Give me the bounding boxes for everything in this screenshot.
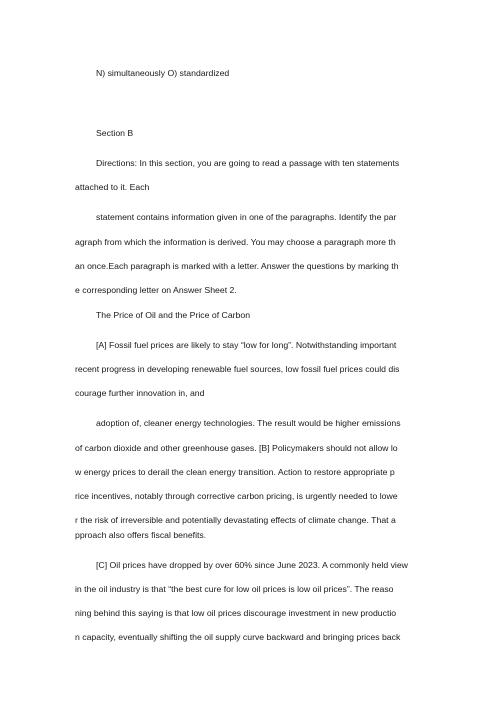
directions-line-4: agraph from which the information is derived. You may choose a paragraph more th [75, 237, 396, 247]
directions-line-6: e corresponding letter on Answer Sheet 2. [75, 285, 237, 295]
paragraph-c-line-2: in the oil industry is that “the best cure for low oil prices is low oil prices”. The reaso [75, 584, 394, 594]
paragraph-a-line-8: r the risk of irreversible and potentially devastating effects of climate change. That a [75, 515, 396, 525]
paragraph-a-line-9: pproach also offers fiscal benefits. [75, 530, 207, 540]
paragraph-a-line-7: rice incentives, notably through corrective carbon pricing, is urgently needed to lowe [75, 491, 398, 501]
paragraph-c-line-1: [C] Oil prices have dropped by over 60% since June 2023. A commonly held view [96, 560, 408, 570]
passage-title: The Price of Oil and the Price of Carbon [96, 310, 251, 320]
directions-line-1: Directions: In this section, you are going to read a passage with ten statements [96, 158, 400, 168]
section-heading: Section B [96, 128, 134, 138]
option-line: N) simultaneously O) standardized [96, 68, 230, 78]
directions-line-2: attached to it. Each [75, 182, 150, 192]
paragraph-a-line-4: adoption of, cleaner energy technologies. The result would be higher emissions [96, 418, 401, 428]
directions-line-5: an once.Each paragraph is marked with a letter. Answer the questions by marking th [75, 261, 399, 271]
paragraph-a-line-3: courage further innovation in, and [75, 388, 205, 398]
paragraph-a-line-5: of carbon dioxide and other greenhouse gases. [B] Policymakers should not allow lo [75, 443, 398, 453]
paragraph-c-line-4: n capacity, eventually shifting the oil supply curve backward and bringing prices back [75, 632, 401, 642]
directions-line-3: statement contains information given in one of the paragraphs. Identify the par [96, 212, 397, 222]
paragraph-a-line-1: [A] Fossil fuel prices are likely to stay “low for long”. Notwithstanding important [96, 340, 397, 350]
paragraph-c-line-3: ning behind this saying is that low oil prices discourage investment in new productio [75, 608, 397, 618]
paragraph-a-line-2: recent progress in developing renewable fuel sources, low fossil fuel prices could dis [75, 364, 400, 374]
paragraph-a-line-6: w energy prices to derail the clean energy transition. Action to restore appropriate p [75, 467, 395, 477]
